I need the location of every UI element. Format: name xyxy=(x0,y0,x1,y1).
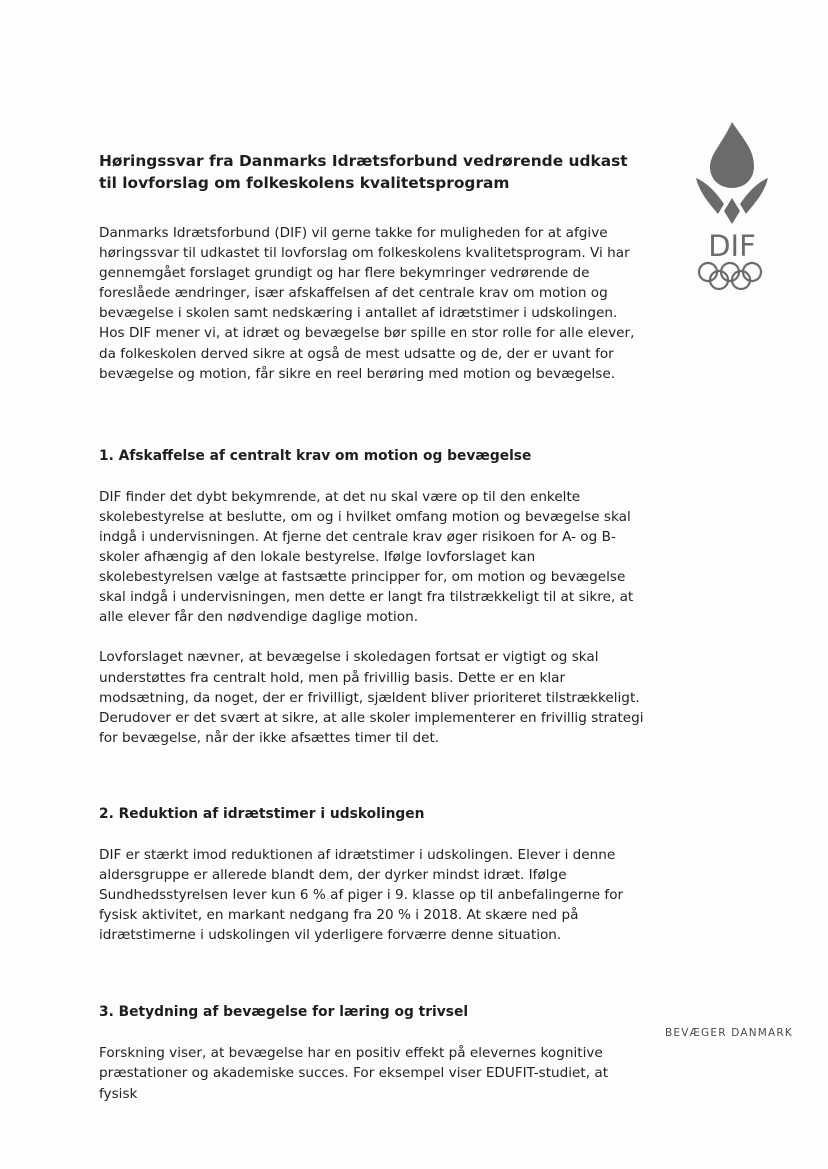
letter-body xyxy=(99,150,644,1104)
section-heading-1: 1. Afskaffelse af centralt krav om motion og bevægelse xyxy=(99,447,532,464)
document-title: Høringssvar fra Danmarks Idrætsforbund vedrørende udkast til lovforslag om folkeskolens kvalitetsprogram xyxy=(99,152,628,192)
section-heading-2: 2. Reduktion af idrætstimer i udskolingen xyxy=(99,805,425,822)
section-3-paragraph-1: Forskning viser, at bevægelse har en positiv effekt på elevernes kognitive præstationer og akademiske succes. For eksempel viser EDUFIT-studiet, at fysisk xyxy=(99,1045,609,1102)
dif-logo xyxy=(688,118,774,296)
footer-tagline: BEVÆGER DANMARK xyxy=(665,1027,794,1039)
section-1-paragraph-2: Lovforslaget nævner, at bevægelse i skoledagen fortsat er vigtigt og skal understøttes fra centralt hold, men på frivillig basis. Dette er en klar modsætning, da noget, der er frivilligt, sjældent bliver prioriteret tilstrækkeligt. Derudover er det svært at sikre, at alle skoler implementerer en frivillig strategi for bevægelse, når der ikke afsættes timer til det. xyxy=(99,649,644,746)
section-2-paragraph-1: DIF er stærkt imod reduktionen af idrætstimer i udskolingen. Elever i denne aldersgruppe er allerede blandt dem, der dyrker mindst idræt. Ifølge Sundhedsstyrelsen lever kun 6 % af piger i 9. klasse op til anbefalingerne for fysisk aktivitet, en markant nedgang fra 20 % i 2018. At skære ned på idrætstimerne i udskolingen vil yderligere forværre denne situation. xyxy=(99,846,624,944)
flame-icon xyxy=(696,122,768,224)
section-1-paragraph-1: DIF finder det dybt bekymrende, at det nu skal være op til den enkelte skolebestyrelse at beslutte, om og i hvilket omfang motion og bevægelse skal indgå i undervisningen. At fjerne det centrale krav øger risikoen for A- og B-skoler afhængig af den lokale bestyrelse. Ifølge lovforslaget kan skolebestyrelsen vælge at fastsætte principper for, om motion og bevægelse skal indgå i undervisningen, men dette er langt fra tilstrækkeligt til at sikre, at alle elever får den nødvendige daglige motion. xyxy=(99,488,634,626)
olympic-rings-icon xyxy=(699,263,761,289)
logo-brand-text: DIF xyxy=(708,229,756,263)
section-heading-3: 3. Betydning af bevægelse for læring og trivsel xyxy=(99,1004,469,1021)
intro-paragraph: Danmarks Idrætsforbund (DIF) vil gerne takke for muligheden for at afgive høringssvar til udkastet til lovforslag om folkeskolens kvalitetsprogram. Vi har gennemgået forslaget grundigt og har flere bekymringer vedrørende de foreslåede ændringer, især afskaffelsen af det centrale krav om motion og bevægelse i skolen samt nedskæring i antallet af idrætstimer i udskolingen. Hos DIF mener vi, at idræt og bevægelse bør spille en stor rolle for alle elever, da folkeskolen derved sikre at også de mest udsatte og de, der er uvant for bevægelse og motion, får sikre en reel berøring med motion og bevægelse. xyxy=(99,225,635,382)
